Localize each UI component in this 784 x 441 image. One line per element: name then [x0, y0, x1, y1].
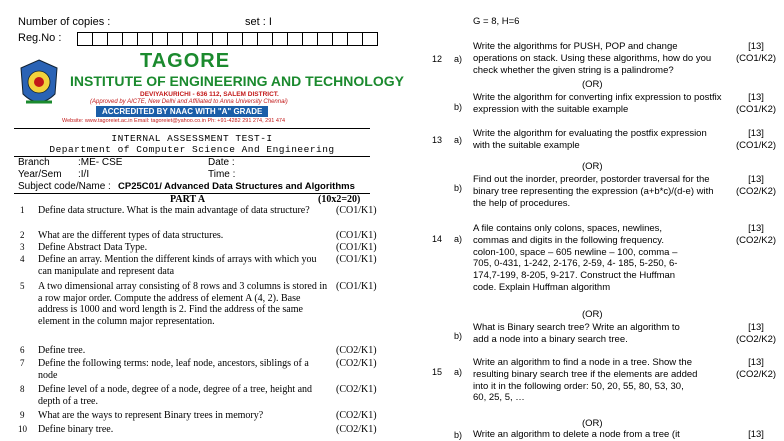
regno-label: Reg.No :: [18, 32, 62, 44]
question-text: Find out the inorder, preorder, postorder traversal for the binary tree representing the expression (a+b*c)/(d-e) with the help of procedures.: [473, 174, 714, 209]
question-text: What is Binary search tree? Write an algorithm to add a node into a binary search tree.: [473, 322, 680, 345]
question-text: A two dimensional array consisting of 8 rows and 3 columns is stored in a row major order. Compute the address of element A (4, 2). Base address is 1000 and word length is 2. Find the address of the same element in the column major representation.: [38, 281, 328, 327]
naac-badge: ACCREDITED BY NAAC WITH "A" GRADE: [96, 106, 268, 117]
subject-label: Subject code/Name :: [18, 181, 111, 192]
branch-label: Branch: [18, 157, 50, 168]
question-number: 6: [20, 345, 25, 355]
question-co: (CO2/K1): [336, 384, 377, 395]
question-co: (CO2/K2): [735, 186, 777, 197]
question-number: 14: [432, 234, 443, 244]
question-marks: [13]: [748, 92, 764, 103]
question-co: (CO2/K1): [336, 358, 377, 369]
question-co: (CO2/K1): [336, 345, 377, 356]
date-label: Date :: [208, 157, 235, 168]
question-text: Write an algorithm to find a node in a tree. Show the resulting binary search tree if the elements are added into it in the following order: 50, 20, 55, 80, 53, 30, 60, 25, 5, …: [473, 357, 698, 404]
question-number: 13: [432, 135, 443, 145]
question-sub: a): [454, 54, 463, 64]
question-number: 7: [20, 358, 25, 368]
title-divider: [14, 156, 370, 157]
question-number: 9: [20, 410, 25, 420]
year-value: :I/I: [78, 169, 90, 180]
or-separator: (OR): [582, 418, 603, 429]
question-text: Define binary tree.: [38, 424, 114, 435]
question-number: 15: [432, 367, 443, 377]
question-number: 5: [20, 281, 25, 291]
question-co: (CO2/K2): [735, 235, 777, 246]
question-co: (CO1/K1): [336, 242, 377, 253]
question-co: (CO1/K1): [336, 254, 377, 265]
question-text: What are the ways to represent Binary trees in memory?: [38, 410, 264, 421]
or-separator: (OR): [582, 309, 603, 320]
question-sub: b): [454, 102, 463, 112]
question-number: 12: [432, 54, 443, 64]
question-co: (CO2/K2): [735, 334, 777, 345]
regno-boxes[interactable]: [78, 32, 378, 46]
time-label: Time :: [208, 169, 236, 180]
question-marks: [13]: [748, 223, 764, 234]
question-number: 4: [20, 254, 25, 264]
question-text: Define data structure. What is the main advantage of data structure?: [38, 205, 310, 216]
set-label: set : I: [245, 16, 272, 28]
or-separator: (OR): [582, 79, 603, 90]
question-marks: [13]: [748, 429, 764, 440]
question-text: Define Abstract Data Type.: [38, 242, 148, 253]
question-text: What are the different types of data structures.: [38, 230, 224, 241]
question-text: Write the algorithm for converting infix expression to postfix expression with the suitable example: [473, 92, 722, 115]
part-a-marks: (10x2=20): [318, 194, 361, 205]
question-number: 1: [20, 205, 25, 215]
question-co: (CO1/K2): [735, 140, 777, 151]
college-address: DEVIYAKURICHI - 636 112, SALEM DISTRICT.: [140, 91, 279, 98]
question-text: Define level of a node, degree of a node, degree of a tree, height and depth of a tree.: [38, 384, 313, 407]
question-text: Define the following terms: node, leaf node, ancestors, siblings of a node: [38, 358, 309, 381]
question-co: (CO1/K1): [336, 281, 377, 292]
college-short-name: TAGORE: [140, 50, 231, 72]
question-sub: a): [454, 234, 463, 244]
question-co: (CO1/K2): [735, 53, 777, 64]
question-number: 10: [18, 424, 27, 434]
question-co: (CO2/K2): [735, 369, 777, 380]
question-sub: b): [454, 183, 463, 193]
question-co: (CO2/K1): [336, 424, 377, 435]
question-marks: [13]: [748, 357, 764, 368]
question-co: (CO1/K2): [735, 104, 777, 115]
branch-value: :ME- CSE: [78, 157, 123, 168]
question-co: (CO2/K1): [336, 410, 377, 421]
approval-text: (Approved by AICTE, New Delhi and Affiliated to Anna University Chennai): [90, 99, 288, 105]
year-label: Year/Sem: [18, 169, 62, 180]
question-number: 8: [20, 384, 25, 394]
question-marks: [13]: [748, 174, 764, 185]
question-co: (CO1/K1): [336, 205, 377, 216]
question-text: Write the algorithms for PUSH, POP and change operations on stack. Using these algorithms, how do you check whether the given string is a palindrome?: [473, 41, 712, 76]
question-sub: a): [454, 135, 463, 145]
question-number: 2: [20, 230, 25, 240]
question-sub: b): [454, 331, 463, 341]
question-text: Define an array. Mention the different kinds of arrays with which you can manipulate and represent data: [38, 254, 317, 277]
question-co: (CO1/K1): [336, 230, 377, 241]
given-values: G = 8, H=6: [473, 16, 520, 27]
part-a-title: PART A: [170, 194, 206, 205]
question-text: A file contains only colons, spaces, newlines, commas and digits in the following frequency. colon-100, space – 605 newline – 100, comma – 705, 0-431, 1-242, 2-176, 2-59, 4- 185, 5-250, 6-174,7-199, 8-205, 9-217. Construct the Huffman code. Explain Huffman algorithm: [473, 223, 678, 293]
college-full-name: INSTITUTE OF ENGINEERING AND TECHNOLOGY: [70, 73, 404, 89]
subject-value: CP25C01/ Advanced Data Structures and Algorithms: [118, 181, 355, 192]
question-marks: [13]: [748, 128, 764, 139]
college-logo-icon: [18, 58, 60, 112]
test-title: INTERNAL ASSESSMENT TEST-I: [111, 133, 273, 144]
question-text: Write an algorithm to delete a node from a tree (it: [473, 429, 680, 440]
question-text: Define tree.: [38, 345, 86, 356]
question-sub: b): [454, 430, 463, 440]
question-number: 3: [20, 242, 25, 252]
header-divider: [14, 128, 370, 129]
copies-label: Number of copies :: [18, 16, 111, 28]
question-marks: [13]: [748, 322, 764, 333]
or-separator: (OR): [582, 161, 603, 172]
question-sub: a): [454, 367, 463, 377]
department-title: Department of Computer Science And Engineering: [49, 144, 335, 155]
contact-line: Website: www.tagoreiet.ac.in Email: tagoreiet@yahoo.co.in Ph: +91-4282 291 274, 291 474: [62, 118, 286, 124]
question-marks: [13]: [748, 41, 764, 52]
question-text: Write the algorithm for evaluating the postfix expression with the suitable example: [473, 128, 707, 151]
